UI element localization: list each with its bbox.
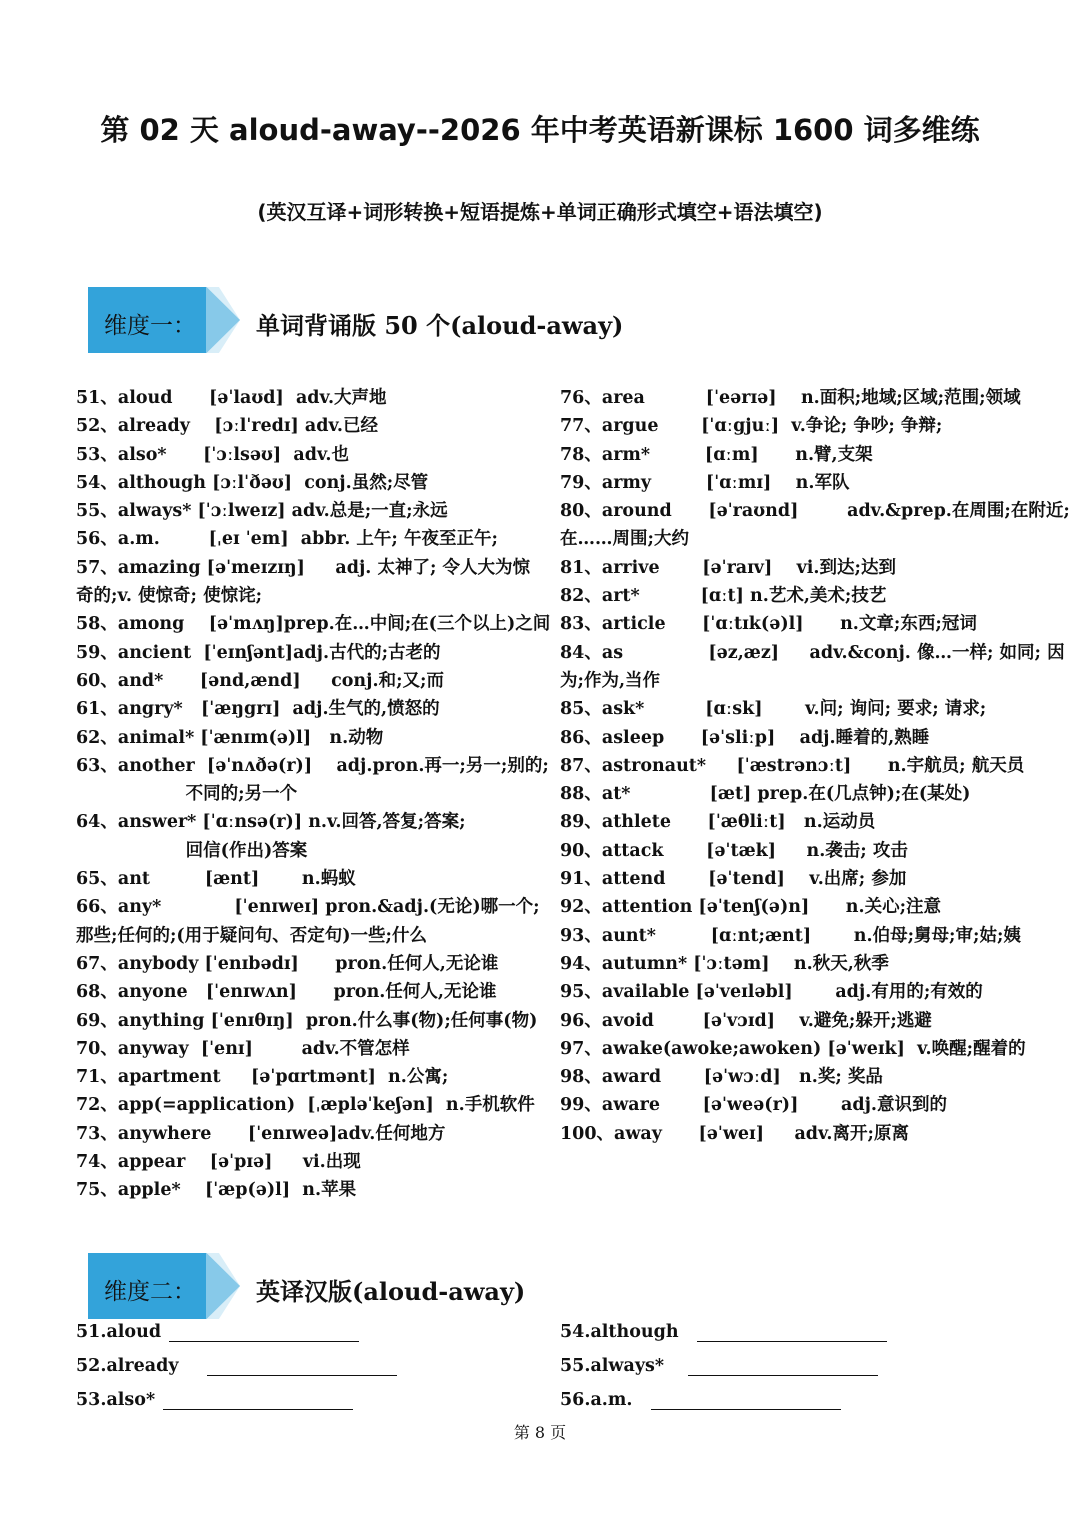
word-row: 99、aware [əˈweə(r)] adj.意识到的 — [560, 1095, 947, 1116]
word-row: 在……周围;大约 — [560, 529, 689, 550]
word-row: 66、any* [ˈenɪweɪ] pron.&adj.(无论)哪一个; — [76, 897, 540, 918]
word-row: 94、autumn* [ˈɔːtəm] n.秋天,秋季 — [560, 953, 889, 974]
fill-word: 51.aloud — [76, 1322, 162, 1342]
word-row: 69、anything [ˈenɪθɪŋ] pron.什么事(物);任何事(物) — [76, 1010, 538, 1031]
answer-blank[interactable] — [207, 1357, 397, 1376]
word-row: 75、apple* [ˈæp(ə)l] n.苹果 — [76, 1180, 357, 1201]
word-row: 96、avoid [əˈvɔɪd] v.避免;躲开;逃避 — [560, 1010, 932, 1031]
word-row: 62、animal* [ˈænɪm(ə)l] n.动物 — [76, 727, 384, 748]
word-row: 58、among [əˈmʌŋ]prep.在…中间;在(三个以上)之间 — [76, 614, 551, 635]
word-row: 78、arm* [ɑːm] n.臂,支架 — [560, 444, 873, 465]
word-row: 73、anywhere [ˈenɪweə]adv.任何地方 — [76, 1123, 446, 1144]
word-row: 65、ant [ænt] n.蚂蚁 — [76, 869, 356, 890]
word-row: 56、a.m. [ˌeɪ ˈem] abbr. 上午; 午夜至正午; — [76, 529, 498, 550]
word-row: 85、ask* [ɑːsk] v.问; 询问; 要求; 请求; — [560, 699, 987, 720]
answer-blank[interactable] — [651, 1391, 841, 1410]
section-title: 英译汉版(aloud-away) — [256, 1277, 526, 1306]
word-row: 90、attack [əˈtæk] n.袭击; 攻击 — [560, 840, 908, 861]
answer-blank[interactable] — [163, 1391, 353, 1410]
word-row: 61、angry* [ˈæŋgrɪ] adj.生气的,愤怒的 — [76, 699, 440, 720]
word-row: 86、asleep [əˈsliːp] adj.睡着的,熟睡 — [560, 727, 930, 748]
word-row: 60、and* [ənd,ænd] conj.和;又;而 — [76, 670, 444, 691]
word-list-left — [76, 384, 551, 1205]
page-number: 第 8 页 — [513, 1423, 567, 1442]
word-row: 为;作为,当作 — [560, 670, 661, 691]
word-row: 52、already [ɔːlˈredɪ] adv.已经 — [76, 416, 378, 437]
word-row: 83、article [ˈɑːtɪk(ə)l] n.文章;东西;冠词 — [560, 614, 977, 635]
fill-item — [76, 1322, 359, 1342]
section-title: 单词背诵版 50 个(aloud-away) — [256, 311, 624, 340]
word-row: 87、astronaut* [ˈæstrənɔːt] n.宇航员; 航天员 — [560, 755, 1025, 776]
fill-item — [560, 1322, 887, 1342]
word-row: 71、apartment [əˈpɑrtmənt] n.公寓; — [76, 1067, 449, 1088]
fill-item — [560, 1390, 841, 1410]
word-row: 那些;任何的;(用于疑问句、否定句)一些;什么 — [76, 925, 427, 946]
page-subtitle: (英汉互译+词形转换+短语提炼+单词正确形式填空+语法填空) — [257, 200, 823, 224]
word-row: 54、although [ɔːlˈðəʊ] conj.虽然;尽管 — [76, 472, 429, 493]
fill-word: 55.always* — [560, 1356, 665, 1376]
word-row: 93、aunt* [ɑːnt;ænt] n.伯母;舅母;审;姑;姨 — [560, 925, 1021, 946]
word-row: 84、as [əz,æz] adv.&conj. 像…一样; 如同; 因 — [560, 642, 1065, 663]
word-row: 82、art* [ɑːt] n.艺术,美术;技艺 — [560, 586, 887, 607]
fill-word: 54.although — [560, 1322, 679, 1342]
fill-word: 56.a.m. — [560, 1390, 633, 1410]
word-row: 91、attend [əˈtend] v.出席; 参加 — [560, 869, 907, 890]
fill-item — [560, 1356, 878, 1376]
fill-word: 53.also* — [76, 1390, 156, 1410]
word-row: 76、area [ˈeərɪə] n.面积;地域;区域;范围;领域 — [560, 388, 1021, 408]
section-banner-1 — [88, 287, 240, 353]
word-list-right — [560, 384, 1070, 1148]
word-row: 98、award [əˈwɔːd] n.奖; 奖品 — [560, 1067, 883, 1088]
section-label: 维度二： — [104, 1279, 196, 1305]
word-row: 89、athlete [ˈæθliːt] n.运动员 — [560, 812, 876, 833]
section-label: 维度一： — [104, 313, 196, 339]
word-row: 回信(作出)答案 — [76, 840, 308, 861]
answer-blank[interactable] — [169, 1323, 359, 1342]
word-row: 55、always* [ˈɔːlweɪz] adv.总是;一直;永远 — [76, 501, 448, 522]
word-row: 53、also* [ˈɔːlsəʊ] adv.也 — [76, 444, 349, 465]
word-row: 72、app(=application) [ˌæpləˈkeʃən] n.手机软件 — [76, 1095, 535, 1116]
word-row: 97、awake(awoke;awoken) [əˈweɪk] v.唤醒;醒着的 — [560, 1038, 1026, 1059]
word-row: 不同的;另一个 — [76, 784, 298, 805]
fill-item — [76, 1390, 353, 1410]
word-row: 68、anyone [ˈenɪwʌn] pron.任何人,无论谁 — [76, 982, 497, 1003]
word-row: 51、aloud [əˈlaʊd] adv.大声地 — [76, 388, 387, 408]
word-row: 74、appear [əˈpɪə] vi.出现 — [76, 1152, 361, 1173]
page-title: 第 02 天 aloud-away--2026 年中考英语新课标 1600 词多维练 — [100, 113, 980, 147]
word-row: 57、amazing [əˈmeɪzɪŋ] adj. 太神了; 令人大为惊 — [76, 557, 531, 578]
word-row: 70、anyway [ˈenɪ] adv.不管怎样 — [76, 1038, 410, 1059]
word-row: 67、anybody [ˈenɪbədɪ] pron.任何人,无论谁 — [76, 953, 499, 974]
word-row: 59、ancient [ˈeɪnʃənt]adj.古代的;古老的 — [76, 642, 441, 663]
word-row: 80、around [əˈraʊnd] adv.&prep.在周围;在附近; — [560, 501, 1070, 522]
word-row: 77、argue [ˈɑːgjuː] v.争论; 争吵; 争辩; — [560, 416, 943, 437]
word-row: 100、away [əˈweɪ] adv.离开;原离 — [560, 1123, 909, 1144]
word-row: 81、arrive [əˈraɪv] vi.到达;达到 — [560, 557, 896, 578]
word-row: 88、at* [æt] prep.在(几点钟);在(某处) — [560, 784, 971, 805]
word-row: 64、answer* [ˈɑːnsə(r)] n.v.回答,答复;答案; — [76, 812, 466, 833]
section-banner-2 — [88, 1253, 240, 1319]
fill-item — [76, 1356, 397, 1376]
word-row: 79、army [ˈɑːmɪ] n.军队 — [560, 472, 850, 493]
answer-blank[interactable] — [688, 1357, 878, 1376]
fill-word: 52.already — [76, 1356, 179, 1376]
word-row: 92、attention [əˈtenʃ(ə)n] n.关心;注意 — [560, 897, 942, 918]
word-row: 95、available [əˈveɪləbl] adj.有用的;有效的 — [560, 982, 983, 1003]
banner-arrow-edge — [206, 287, 240, 353]
answer-blank[interactable] — [697, 1323, 887, 1342]
word-row: 63、another [əˈnʌðə(r)] adj.pron.再一;另一;别的; — [76, 755, 549, 776]
word-row: 奇的;v. 使惊奇; 使惊诧; — [76, 586, 263, 607]
banner-arrow-edge — [206, 1253, 240, 1319]
